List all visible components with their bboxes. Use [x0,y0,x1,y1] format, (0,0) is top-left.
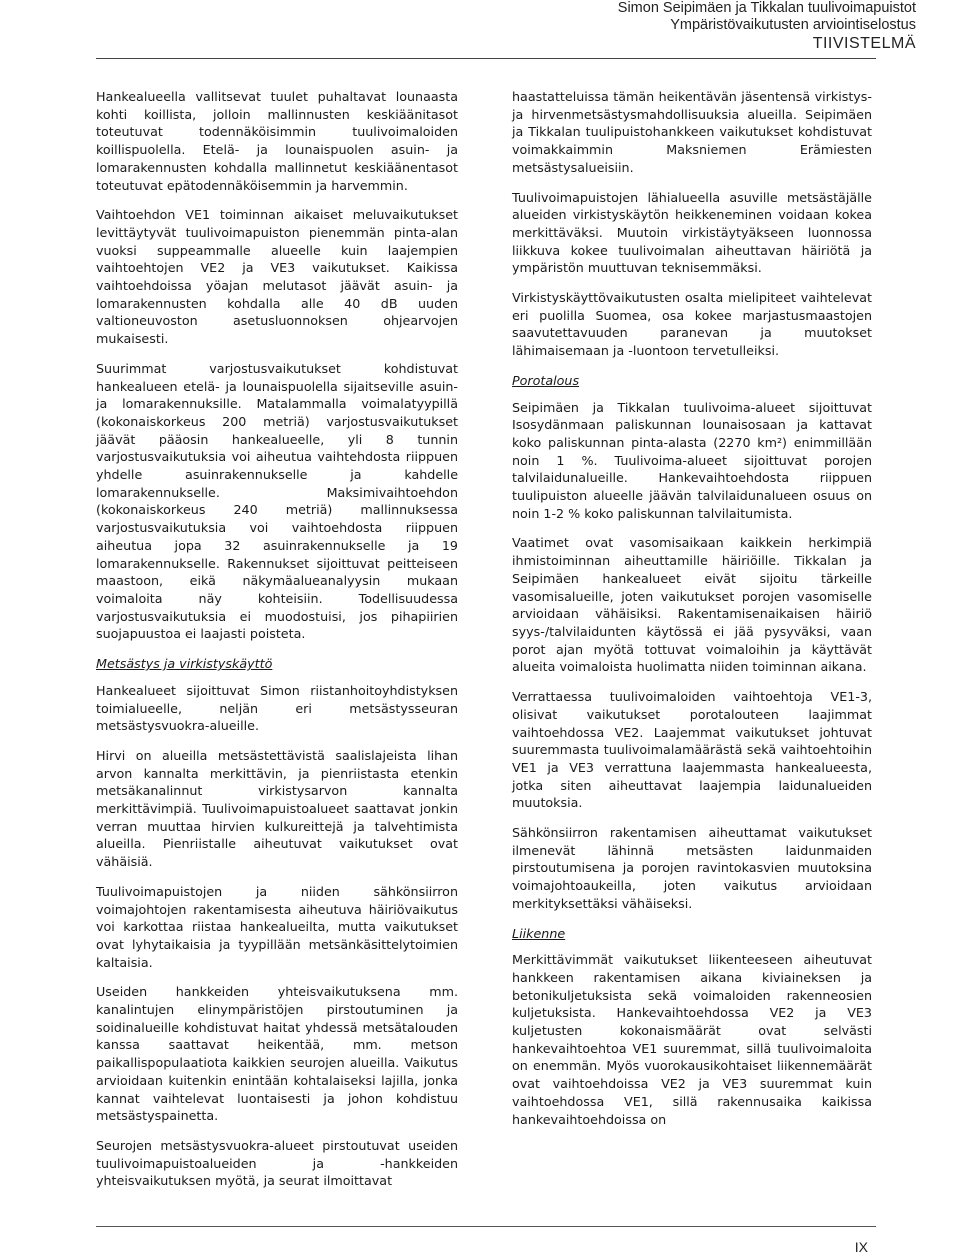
body-paragraph: Hankealueet sijoittuvat Simon riistanhoitoyhdistyksen toimialueelle, neljän eri metsästysseuran metsästysvuokra-alueille. [96,682,458,734]
header-divider [96,58,876,59]
section-heading: Metsästys ja virkistyskäyttö [96,656,273,672]
left-text-column [96,88,458,1202]
body-paragraph: haastatteluissa tämän heikentävän jäsentensä virkistys- ja hirvenmetsästysmahdollisuuksia alueilla. Seipimäen ja Tikkalan tuulipuistohankkeen vaikutukset kohdistuvat voimakkaimmin Maksniemen Erämiesten metsästysalueisiin. [512,89,872,175]
body-paragraph: Vaatimet ovat vasomisaikaan kaikkein herkimpiä ihmistoiminnan aiheuttamille häiriöille. Tikkalan ja Seipimäen hankealueet eivät sijoitu tärkeille vasomisalueille, joten vaikutukset porojen vasomiselle arvioidaan vähäisiksi. Rakentamisenaikaisen häiriö syys-/talvilaidunten käytössä ei jää pysyväksi, vaan porot ajan myötä tottuvat voimaloihin ja käyttävät alueita voimaloista huolimatta niiden toiminnan aikana. [512,535,872,675]
body-paragraph: Hankealueella vallitsevat tuulet puhaltavat lounaasta kohti koillista, jolloin mallinnusten keskiäänitasot toteutuvat todennäköisimmin tuulivoimaloiden koillispuolella. Etelä- ja lounaispuolen asuin- ja lomarakennusten kohdalla mallinnetut keskiäänentasot toteutuvat epätodennäköisemmin ja harvemmin. [96,89,458,193]
section-heading: Porotalous [512,372,580,388]
body-paragraph: Verrattaessa tuulivoimaloiden vaihtoehtoja VE1-3, olisivat vaikutukset porotalouteen laajimmat vaihtoehdossa VE2. Laajemmat vaikutukset johtuvat suuremmasta tuulivoimalamäärästä sekä vaihtoehtoihin VE1 ja VE3 verrattuna laajemmasta hankealueesta, jotka siten aiheuttavat laajempia laidunalueiden muutoksia. [512,689,872,811]
body-paragraph: Seurojen metsästysvuokra-alueet pirstoutuvat useiden tuulivoimapuistoalueiden ja -hankkeiden yhteisvaikutuksen myötä, ja seurat ilmoittavat [96,1137,458,1189]
right-text-column [512,88,872,1140]
body-paragraph: Seipimäen ja Tikkalan tuulivoima-alueet sijoittuvat Isosydänmaan paliskunnan lounaisosaan ja kattavat koko paliskunnan pinta-alasta (2270 km²) enimmillään noin 1 %. Tuulivoima-alueet sijoittuvat porojen talvilaidunalueille. Hankevaihtoehdosta riippuen tuulipuiston alueelle jäävän talvilaidunalueen osuus on noin 1-2 % koko paliskunnan talvilaitumista. [512,399,872,521]
page-number: IX [854,1239,868,1255]
header-project-title: Simon Seipimäen ja Tikkalan tuulivoimapuistot [617,0,916,16]
body-paragraph: Hirvi on alueilla metsästettävistä saalislajeista lihan arvon kannalta merkittävin, ja pienriistasta etenkin metsäkanalinnut virkistysarvon kannalta merkittävimpiä. Tuulivoimapuistoalueet saattavat jonkin verran muuttaa hirvien kulkureittejä ja talvehtimista alueilla. Pienriistalle aiheutuvat vaikutukset ovat vähäisiä. [96,747,458,870]
body-paragraph: Sähkönsiirron rakentamisen aiheuttamat vaikutukset ilmenevät lähinnä metsästen laidunmaiden pirstoutumisena ja porojen ravintokasvien muutoksina voimajohtoaukeilla, joten vaikutus arvioidaan merkityksettäksi vähäiseksi. [512,825,872,911]
body-paragraph: Suurimmat varjostusvaikutukset kohdistuvat hankealueen etelä- ja lounaispuolella sijaitseville asuin- ja lomarakennuksille. Matalammalla voimalatyypillä (kokonaiskorkeus 200 metriä) varjostusvaikutukset jäävät pääosin hankealueelle, yli 8 tunnin varjostusvaikutuksia voi aiheutua vaihtehdosta riippuen yhdelle asuinrakennukselle ja kahdelle lomarakennukselle. Maksimivaihtoehdon (kokonaiskorkeus 240 metriä) mallinnuksessa varjostusvaikutuksia voi vaihtoehdosta riippuen aiheutua jopa 32 asuinrakennukselle ja 19 lomarakennukselle. Rakennukset sijoittuvat peitteiseen maastoon, eikä näkymäalueanalyysin mukaan voimaloita näy kohteisiin. Todellisuudessa varjostusvaikutuksia ei muodostuisi, jos pihapiirien suojapuustoa ei laajasti poisteta. [96,360,458,642]
header-document-type: Ympäristövaikutusten arviointiselostus [670,17,916,33]
body-paragraph: Virkistyskäyttövaikutusten osalta mielipiteet vaihtelevat eri puolilla Suomea, osa kokee marjastusmaastojen saavutettavuuden paranevan ja muutokset lähimaisemaan ja -luontoon tervetulleiksi. [512,290,872,359]
body-paragraph: Tuulivoimapuistojen ja niiden sähkönsiirron voimajohtojen rakentamisesta aiheutuva häiriövaikutus voi karkottaa riistaa hankealueilta, mutta vaikutukset ovat lyhytaikaisia ja tyypillään metsänkäsittelytoimien kaltaisia. [96,883,458,970]
document-header [618,0,916,53]
body-paragraph: Tuulivoimapuistojen lähialueella asuville metsästäjälle alueiden virkistyskäytön heikkeneminen voidaan kokea merkittäväksi. Muutoin virkistäytyäkseen luonnossa liikkuva kokee tuulivoimalan aiheuttavan häiriötä ja ympäristön muuttuvan teknisemmäksi. [512,189,872,276]
body-paragraph: Vaihtoehdon VE1 toiminnan aikaiset meluvaikutukset levittäytyvät tuulivoimapuiston pienemmän pinta-alan vuoksi suppeammalle alueelle kuin laajempien vaihtoehtojen VE2 ja VE3 vaikutukset. Kaikissa vaihtoehdoissa yöajan melutasot jäävät asuin- ja lomarakennusten kohdalla alle 40 dB uuden valtioneuvoston asetusluonnoksen ohjearvojen mukaisesti. [96,207,458,347]
header-section-title: TIIVISTELMÄ [812,35,916,52]
body-paragraph: Merkittävimmät vaikutukset liikenteeseen aiheutuvat hankkeen rakentamisen aikana kiviaineksen ja betonikuljetuksista sekä voimaloiden rakenneosien kuljetuksista. Hankevaihtoehdossa VE2 ja VE3 kuljetusten kokonaismäärät ovat selvästi hankevaihtoehtoa VE1 suuremmat, sillä tuulivoimaloita on enemmän. Myös vuorokausikohtaiset liikennemäärät ovat vaihtoehdoissa VE2 ja VE3 suuremmat kuin vaihtoehdossa VE1, sillä rakennusaika kaikissa hankevaihtoehdoissa on [512,952,872,1127]
section-heading: Liikenne [512,925,566,941]
body-paragraph: Useiden hankkeiden yhteisvaikutuksena mm. kanalintujen elinympäristöjen pirstoutuminen ja soidinalueille kohdistuvat haitat yhdessä metsätalouden kanssa saattavat heikentää, mm. metson paikallispopulaatiota kaikkien seurojen alueilla. Vaikutus arvioidaan kuitenkin enintään kohtalaiseksi lajilla, jonka kannat vaihtelevat luontaisesti ja johon kohdistuu metsästyspainetta. [96,984,458,1124]
footer-divider [96,1226,876,1227]
